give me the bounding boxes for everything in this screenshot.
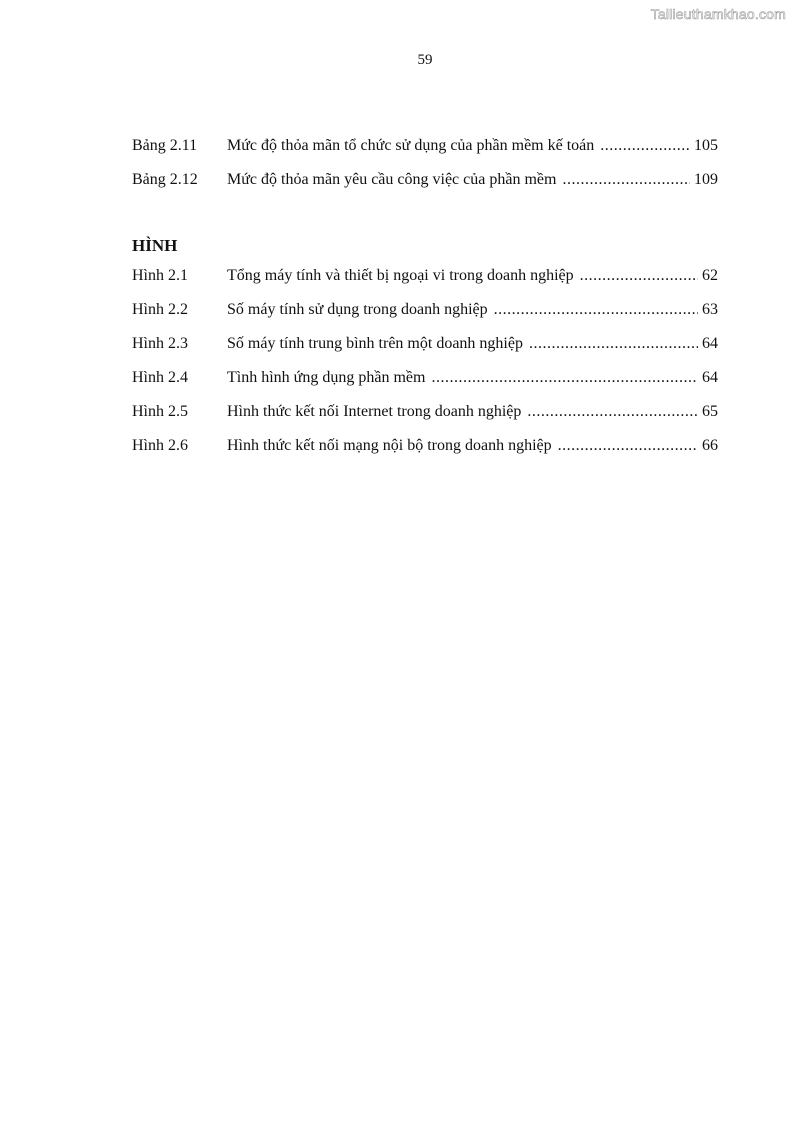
toc-entry-figure-2-3 bbox=[132, 334, 718, 368]
dot-leader bbox=[558, 436, 698, 456]
toc-entry-label: Bảng 2.12 bbox=[132, 171, 198, 188]
dot-leader bbox=[562, 170, 690, 190]
toc-entry-label: Hình 2.5 bbox=[132, 403, 188, 420]
toc-entry-page: 109 bbox=[694, 171, 718, 188]
figure-list bbox=[132, 236, 718, 470]
toc-entry-title: Tổng máy tính và thiết bị ngoại vi trong doanh nghiệp bbox=[227, 267, 574, 284]
toc-entry-label: Hình 2.2 bbox=[132, 301, 188, 318]
dot-leader bbox=[529, 334, 698, 354]
toc-entry-page: 62 bbox=[702, 267, 718, 284]
section-heading-figures: HÌNH bbox=[132, 236, 178, 255]
dot-leader bbox=[431, 368, 698, 388]
toc-entry-label: Hình 2.1 bbox=[132, 267, 188, 284]
table-list bbox=[132, 136, 718, 204]
toc-entry-figure-2-4 bbox=[132, 368, 718, 402]
dot-leader bbox=[527, 402, 698, 422]
toc-entry-label: Bảng 2.11 bbox=[132, 137, 198, 154]
toc-entry-label: Hình 2.6 bbox=[132, 437, 188, 454]
toc-entry-title: Số máy tính trung bình trên một doanh nghiệp bbox=[227, 335, 523, 352]
toc-entry-figure-2-1 bbox=[132, 266, 718, 300]
toc-entry-page: 64 bbox=[702, 335, 718, 352]
toc-entry-page: 105 bbox=[694, 137, 718, 154]
toc-entry-title: Mức độ thỏa mãn tổ chức sử dụng của phần mềm kế toán bbox=[227, 137, 595, 154]
toc-entry-figure-2-5 bbox=[132, 402, 718, 436]
toc-entry-title: Tình hình ứng dụng phần mềm bbox=[227, 369, 426, 386]
toc-entry-label: Hình 2.3 bbox=[132, 335, 188, 352]
watermark: Tailieuthamkhao.com bbox=[650, 6, 786, 22]
toc-entry-title: Hình thức kết nối Internet trong doanh nghiệp bbox=[227, 403, 522, 420]
toc-entry-page: 63 bbox=[702, 301, 718, 318]
toc-entry-title: Mức độ thỏa mãn yêu cầu công việc của phần mềm bbox=[227, 171, 557, 188]
toc-entry-title: Hình thức kết nối mạng nội bộ trong doanh nghiệp bbox=[227, 437, 552, 454]
dot-leader bbox=[494, 300, 698, 320]
dot-leader bbox=[600, 136, 690, 156]
page-number: 59 bbox=[417, 52, 433, 68]
toc-entry-page: 64 bbox=[702, 369, 718, 386]
toc-entry-table-2-12 bbox=[132, 170, 718, 204]
toc-entry-table-2-11 bbox=[132, 136, 718, 170]
dot-leader bbox=[580, 266, 698, 286]
toc-entry-label: Hình 2.4 bbox=[132, 369, 188, 386]
toc-entry-title: Số máy tính sử dụng trong doanh nghiệp bbox=[227, 301, 488, 318]
toc-entry-page: 65 bbox=[702, 403, 718, 420]
toc-entry-figure-2-2 bbox=[132, 300, 718, 334]
toc-entry-page: 66 bbox=[702, 437, 718, 454]
toc-entry-figure-2-6 bbox=[132, 436, 718, 470]
